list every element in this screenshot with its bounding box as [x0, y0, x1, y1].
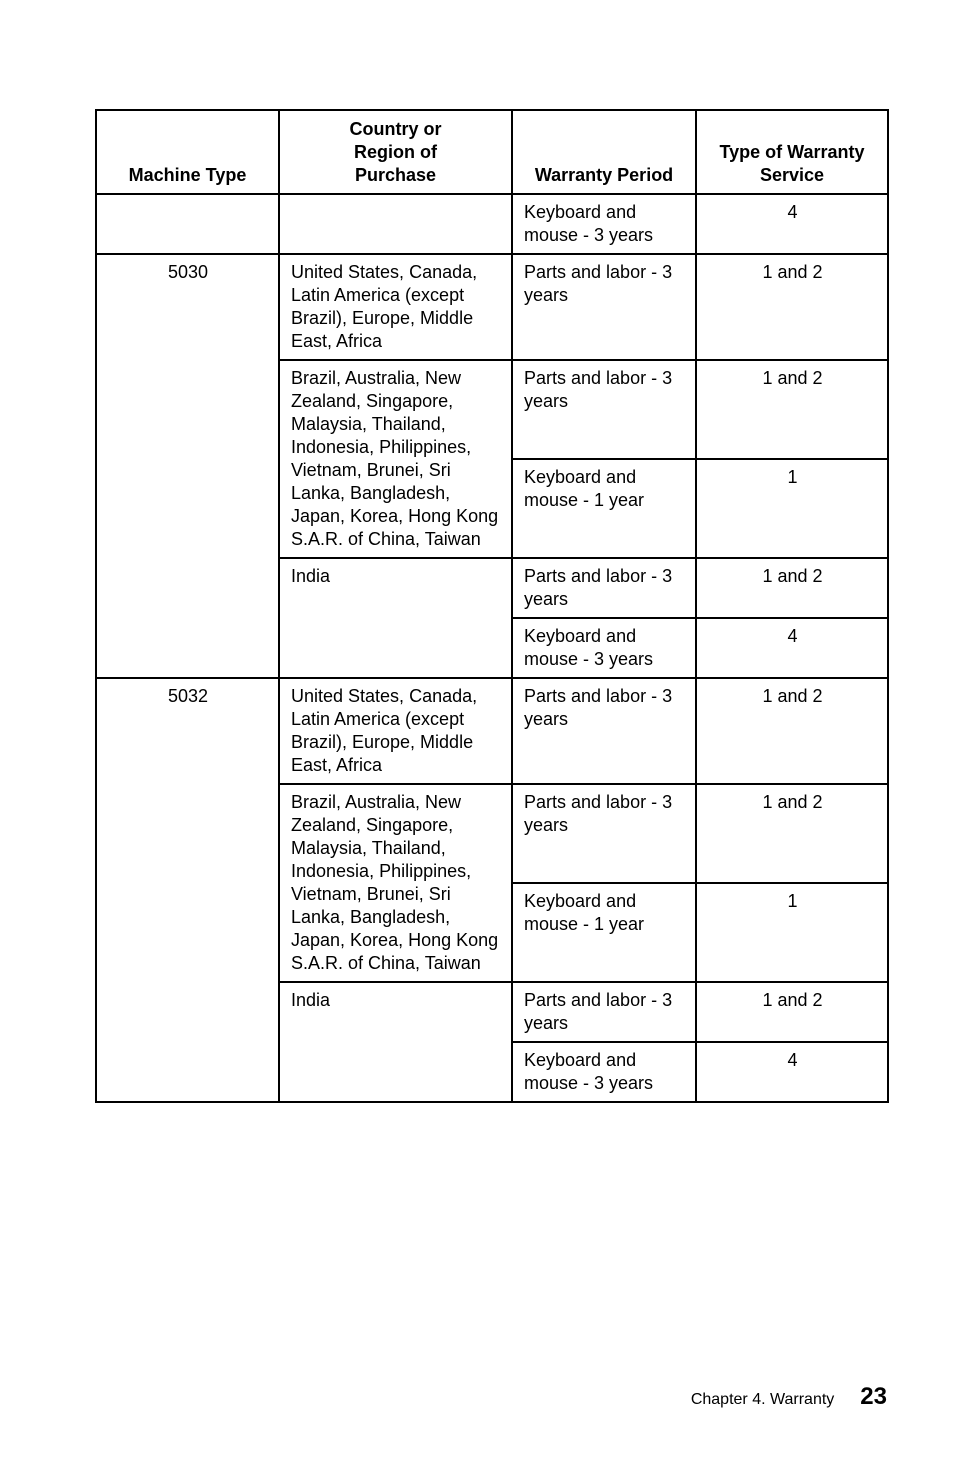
warranty-table: [95, 109, 889, 1103]
service-type-cell: 4: [696, 194, 888, 254]
table-body: [96, 194, 888, 1102]
warranty-period-cell: Parts and labor - 3 years: [512, 982, 696, 1042]
machine-type-cell: 5032: [96, 678, 279, 1102]
table-row: [96, 254, 888, 360]
warranty-period-cell: Parts and labor - 3 years: [512, 254, 696, 360]
machine-type-cell: [96, 194, 279, 254]
page-footer: [691, 1383, 887, 1411]
country-cell: India: [279, 558, 512, 678]
country-cell: [279, 194, 512, 254]
service-type-cell: 1 and 2: [696, 982, 888, 1042]
service-type-cell: 1 and 2: [696, 678, 888, 784]
header-country-region: Country or Region of Purchase: [279, 110, 512, 194]
service-type-cell: 4: [696, 1042, 888, 1102]
country-cell: India: [279, 982, 512, 1102]
table-header-row: [96, 110, 888, 194]
country-cell: United States, Canada, Latin America (except Brazil), Europe, Middle East, Africa: [279, 678, 512, 784]
service-type-cell: 1 and 2: [696, 254, 888, 360]
warranty-period-cell: Keyboard and mouse - 3 years: [512, 618, 696, 678]
country-cell: United States, Canada, Latin America (except Brazil), Europe, Middle East, Africa: [279, 254, 512, 360]
machine-type-cell: 5030: [96, 254, 279, 678]
chapter-label: Chapter 4. Warranty: [690, 1391, 835, 1408]
country-cell: Brazil, Australia, New Zealand, Singapore, Malaysia, Thailand, Indonesia, Philippines, Vietnam, Brunei, Sri Lanka, Bangladesh, Japan, Korea, Hong Kong S.A.R. of China, Taiwan: [279, 360, 512, 558]
service-type-cell: 1: [696, 459, 888, 558]
page-number: 23: [860, 1383, 887, 1410]
header-service-type: Type of Warranty Service: [696, 110, 888, 194]
warranty-period-cell: Keyboard and mouse - 3 years: [512, 1042, 696, 1102]
service-type-cell: 1 and 2: [696, 360, 888, 459]
warranty-period-cell: Parts and labor - 3 years: [512, 678, 696, 784]
header-machine-type: Machine Type: [96, 110, 279, 194]
service-type-cell: 1: [696, 883, 888, 982]
warranty-period-cell: Keyboard and mouse - 1 year: [512, 459, 696, 558]
service-type-cell: 4: [696, 618, 888, 678]
warranty-period-cell: Parts and labor - 3 years: [512, 558, 696, 618]
table-row: [96, 678, 888, 784]
warranty-period-cell: Parts and labor - 3 years: [512, 784, 696, 883]
service-type-cell: 1 and 2: [696, 558, 888, 618]
service-type-cell: 1 and 2: [696, 784, 888, 883]
header-warranty-period: Warranty Period: [512, 110, 696, 194]
warranty-period-cell: Keyboard and mouse - 1 year: [512, 883, 696, 982]
table-row: [96, 194, 888, 254]
country-cell: Brazil, Australia, New Zealand, Singapore, Malaysia, Thailand, Indonesia, Philippines, Vietnam, Brunei, Sri Lanka, Bangladesh, Japan, Korea, Hong Kong S.A.R. of China, Taiwan: [279, 784, 512, 982]
warranty-period-cell: Parts and labor - 3 years: [512, 360, 696, 459]
warranty-period-cell: Keyboard and mouse - 3 years: [512, 194, 696, 254]
